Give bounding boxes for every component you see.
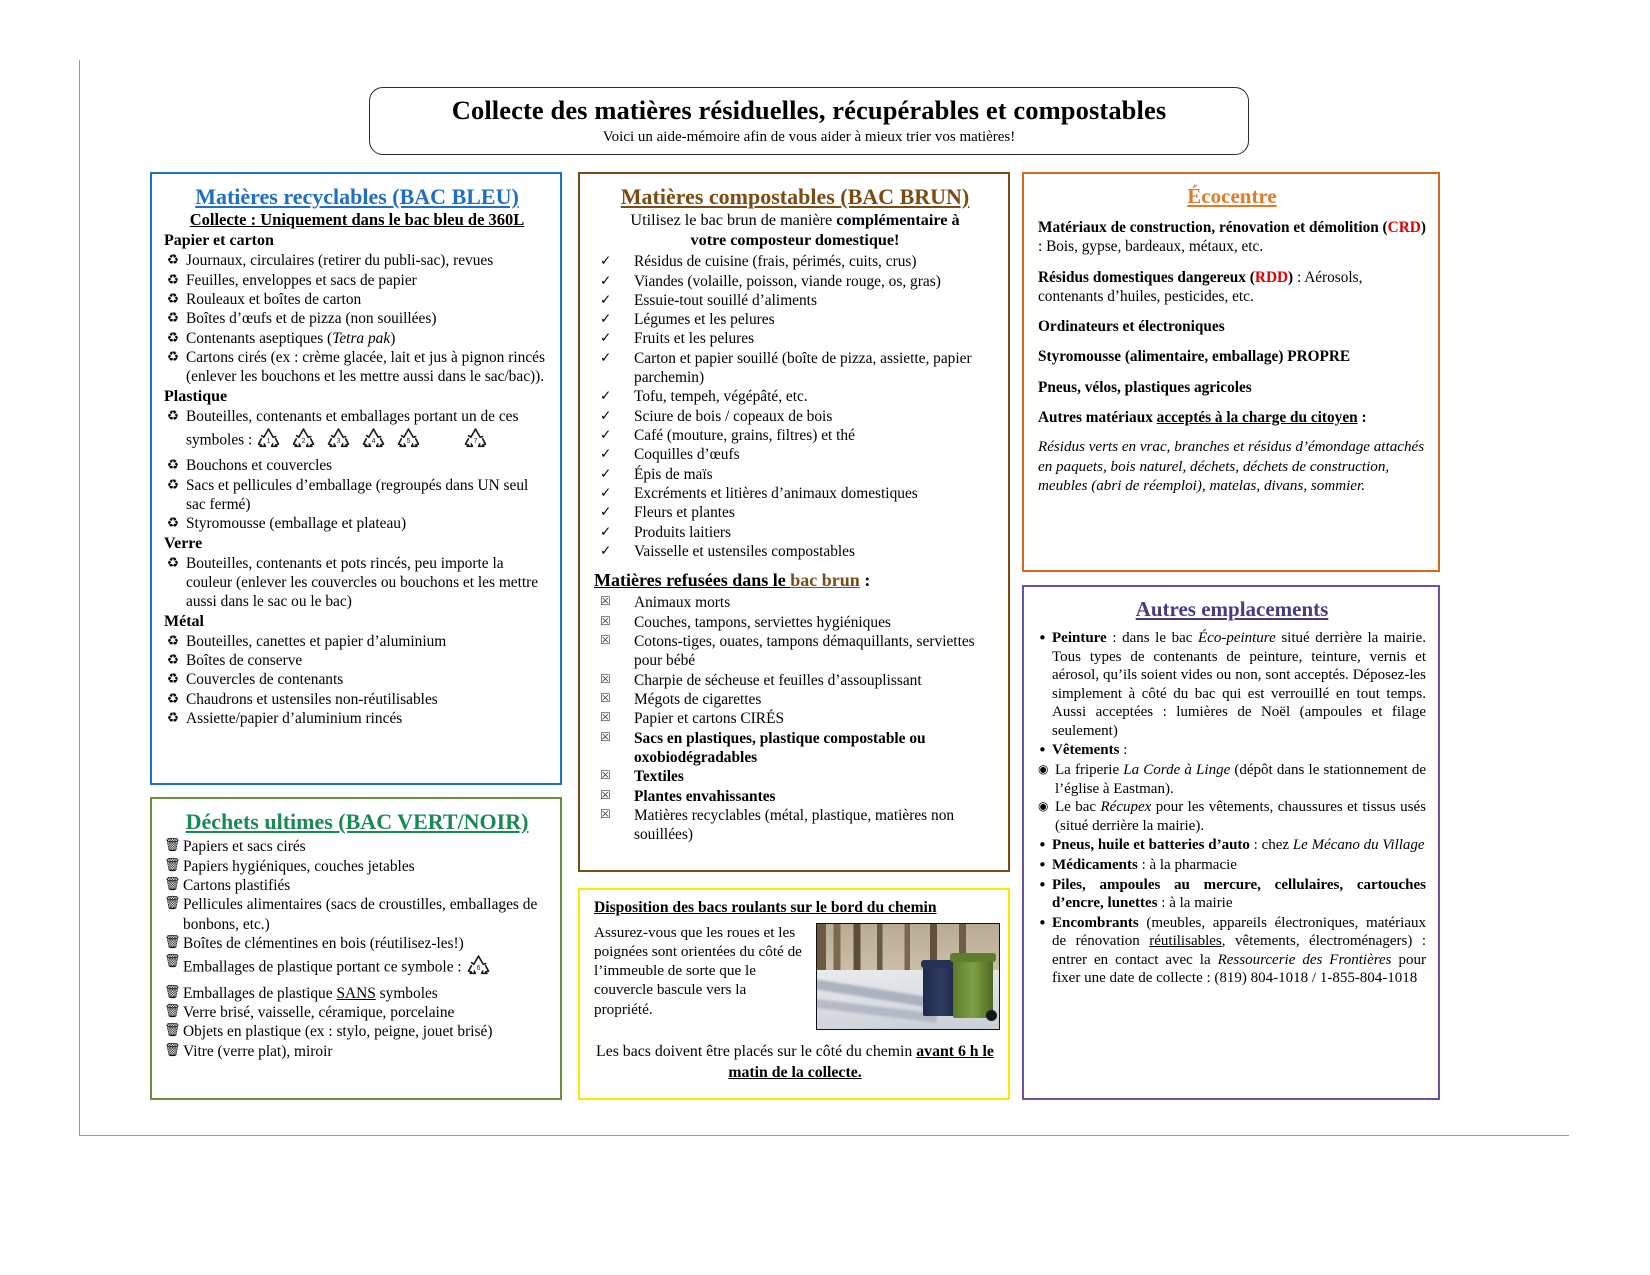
list-item xyxy=(164,837,550,856)
compostables-title: Matières compostables (BAC BRUN) xyxy=(620,184,970,209)
list-item-label: Sciure de bois / copeaux de bois xyxy=(634,407,833,425)
no-entry-icon: ☒ xyxy=(600,710,611,725)
trash-bin-icon: 🗑 xyxy=(164,876,181,892)
list-item-label: Excréments et litières d’animaux domestiques xyxy=(634,485,918,503)
ecocentre-last-bold xyxy=(1038,408,1426,427)
list-item xyxy=(164,690,550,709)
recycle-icon: ♻ xyxy=(167,690,180,707)
section-compostables xyxy=(578,172,1010,872)
list-item-label: Pellicules alimentaires (sacs de croustilles, emballages de bonbons, etc.) xyxy=(183,896,538,933)
list-item xyxy=(164,251,550,270)
ecocentre-last-colon: : xyxy=(1357,409,1367,426)
svg-text:1: 1 xyxy=(266,437,271,445)
check-icon: ✓ xyxy=(600,311,612,328)
trash-bin-icon: 🗑 xyxy=(164,857,181,873)
check-icon: ✓ xyxy=(600,253,612,270)
recycle-icon: ♻ xyxy=(167,348,180,365)
list-item xyxy=(594,593,996,612)
list-item-label: Tofu, tempeh, végépâté, etc. xyxy=(634,388,808,406)
list-item-label: Matières recyclables (métal, plastique, matières non souillées) xyxy=(634,807,955,844)
check-icon: ✓ xyxy=(600,543,612,560)
list-item-label: Coquilles d’œufs xyxy=(634,446,740,464)
section-recyclables xyxy=(150,172,562,785)
list-item xyxy=(594,729,996,768)
check-icon: ✓ xyxy=(600,388,612,405)
check-icon: ✓ xyxy=(600,272,612,289)
list-item xyxy=(594,671,996,690)
list-item-label: Cartons cirés (ex : crème glacée, lait et jus à pignon rincés (enlever les bouchons et les mettre aussi dans le sac/bac)). xyxy=(186,348,545,386)
svg-text:2: 2 xyxy=(301,437,306,445)
section-dechets-ultimes xyxy=(150,797,562,1100)
refused-heading xyxy=(594,570,996,591)
list-item xyxy=(1038,876,1426,913)
list-item-label: Plantes envahissantes xyxy=(634,787,776,805)
page-frame-bottom xyxy=(79,1135,1569,1136)
list-item xyxy=(594,387,996,406)
list-item-label: Emballages de plastique portant ce symbole : 6 xyxy=(183,953,550,983)
check-icon: ✓ xyxy=(600,427,612,444)
no-entry-icon: ☒ xyxy=(600,633,611,648)
bins-roadside-photo xyxy=(816,923,1000,1030)
list-item-label: Rouleaux et boîtes de carton xyxy=(186,290,362,308)
list-item xyxy=(164,895,550,934)
disposition-body xyxy=(594,923,996,1030)
photo-green-bin xyxy=(953,960,993,1018)
list-item xyxy=(594,252,996,271)
photo-bin-wheel xyxy=(986,1010,997,1021)
list-item-label: Vêtements : xyxy=(1052,742,1128,759)
trash-bin-icon: 🗑 xyxy=(164,896,181,912)
list-item-label: Piles, ampoules au mercure, cellulaires, cartouches d’encre, lunettes : à la mairie xyxy=(1052,876,1426,912)
list-item-label: Charpie de sécheuse et feuilles d’assouplissant xyxy=(634,671,922,689)
recycle-icon: ♻ xyxy=(167,457,180,474)
list-item xyxy=(594,523,996,542)
no-entry-icon: ☒ xyxy=(600,613,611,628)
no-entry-icon: ☒ xyxy=(600,787,611,802)
list-item xyxy=(164,876,550,895)
list-item-label: Essuie-tout souillé d’aliments xyxy=(634,291,817,309)
list-item xyxy=(164,1022,550,1041)
recycle-icon: ♻ xyxy=(167,407,180,424)
list-item xyxy=(594,426,996,445)
list-item-label: Café (mouture, grains, filtres) et thé xyxy=(634,427,855,445)
list-item-label: Cotons-tiges, ouates, tampons démaquillants, serviettes pour bébé xyxy=(634,633,975,670)
list-item-label: Boîtes de clémentines en bois (réutilisez-les!) xyxy=(183,934,464,952)
refused-list xyxy=(594,593,996,844)
recyclables-sections xyxy=(164,231,550,728)
list-item xyxy=(164,348,550,387)
check-icon: ✓ xyxy=(600,330,612,347)
page-title: Collecte des matières résiduelles, récupérables et compostables xyxy=(451,94,1167,125)
svg-text:4: 4 xyxy=(371,437,376,445)
sub-list xyxy=(1038,761,1426,835)
list-item xyxy=(594,484,996,503)
list-item xyxy=(164,407,550,457)
list-item xyxy=(594,690,996,709)
list-item-label: Mégots de cigarettes xyxy=(634,691,762,709)
dot-bullet-icon: • xyxy=(1038,913,1047,932)
list-item-label: Journaux, circulaires (retirer du publi-sac), revues xyxy=(186,252,494,270)
list-item xyxy=(164,476,550,515)
list-item xyxy=(164,984,550,1003)
recyclables-subheading: Plastique xyxy=(164,387,228,405)
recycling-symbol-1 xyxy=(256,426,281,456)
page-frame-left xyxy=(79,60,80,1135)
list-item xyxy=(594,291,996,310)
no-entry-icon: ☒ xyxy=(600,807,611,822)
list-item xyxy=(1038,836,1426,855)
ecocentre-paragraph: Ordinateurs et électroniques xyxy=(1038,318,1225,336)
sub-list-item-label: Le bac Récupex pour les vêtements, chaussures et tissus usés (situé derrière la mairie). xyxy=(1055,799,1426,834)
list-item xyxy=(164,1003,550,1022)
list-item xyxy=(594,787,996,806)
list-item-label: Bouteilles, contenants et pots rincés, peu importe la couleur (enlever les couvercles ou bouchons et les mettre aussi dans le sac ou le bac) xyxy=(186,554,539,611)
list-item xyxy=(594,407,996,426)
ecocentre-last-underline: acceptés à la charge du citoyen xyxy=(1156,409,1358,426)
list-item-label: Papiers et sacs cirés xyxy=(183,838,306,856)
list-item-label: Fleurs et plantes xyxy=(634,504,735,522)
list-item-label: Bouchons et couvercles xyxy=(186,457,333,475)
section-autres-emplacements xyxy=(1022,585,1440,1100)
svg-text:5: 5 xyxy=(406,437,411,445)
check-icon: ✓ xyxy=(600,291,612,308)
list-item-label: Bouteilles, canettes et papier d’aluminium xyxy=(186,632,447,650)
recycle-icon: ♻ xyxy=(167,515,180,532)
recycle-icon: ♻ xyxy=(167,329,180,346)
list-item xyxy=(164,934,550,953)
list-item xyxy=(1038,741,1426,760)
list-item xyxy=(164,709,550,728)
list-item-label: Verre brisé, vaisselle, céramique, porcelaine xyxy=(183,1003,455,1021)
list-item xyxy=(594,310,996,329)
list-item-label: Boîtes de conserve xyxy=(186,651,303,669)
recyclables-title: Matières recyclables (BAC BLEU) xyxy=(195,184,519,209)
recycle-icon: ♻ xyxy=(167,671,180,688)
compostables-list xyxy=(594,252,996,561)
trash-bin-icon: 🗑 xyxy=(164,954,181,970)
list-item xyxy=(164,514,550,533)
trash-bin-icon: 🗑 xyxy=(164,984,181,1000)
list-item xyxy=(164,670,550,689)
list-item-label: Carton et papier souillé (boîte de pizza, assiette, papier parchemin) xyxy=(634,349,972,387)
recycle-icon: ♻ xyxy=(167,632,180,649)
disposition-title: Disposition des bacs roulants sur le bord du chemin xyxy=(594,899,937,916)
compostables-intro xyxy=(594,211,996,250)
sub-list-wrapper xyxy=(1038,761,1426,835)
list-item xyxy=(594,445,996,464)
dot-bullet-icon: • xyxy=(1038,741,1047,760)
list-item-label: Vaisselle et ustensiles compostables xyxy=(634,543,855,561)
refused-heading-part1: Matières refusées dans le xyxy=(594,570,791,591)
list-item-label: Couvercles de contenants xyxy=(186,671,344,689)
recycle-icon: ♻ xyxy=(167,290,180,307)
recycle-icon: ♻ xyxy=(167,554,180,571)
recyclables-items xyxy=(164,554,550,612)
svg-text:3: 3 xyxy=(336,437,341,445)
check-icon: ✓ xyxy=(600,504,612,521)
ecocentre-paragraph: Pneus, vélos, plastiques agricoles xyxy=(1038,378,1252,396)
check-icon: ✓ xyxy=(600,523,612,540)
ecocentre-paragraph: Résidus domestiques dangereux (RDD) : Aérosols, contenants d’huiles, pesticides, etc. xyxy=(1038,268,1363,305)
plastic-code-symbols xyxy=(256,426,488,456)
recyclables-subheading: Papier et carton xyxy=(164,232,274,250)
ring-bullet-icon: ◉ xyxy=(1038,761,1049,776)
svg-text:6: 6 xyxy=(476,965,480,973)
ultimes-title: Déchets ultimes (BAC VERT/NOIR) xyxy=(185,809,529,834)
autres-list xyxy=(1038,629,1426,988)
autres-title: Autres emplacements xyxy=(1135,597,1329,621)
disposition-text: Assurez-vous que les roues et les poignées sont orientées du côté de l’immeuble de sorte que le couvercle bascule vers la propriété. xyxy=(594,924,802,1018)
ring-bullet-icon: ◉ xyxy=(1038,799,1049,814)
dot-bullet-icon: • xyxy=(1038,855,1047,874)
list-item-label: Viandes (volaille, poisson, viande rouge, os, gras) xyxy=(634,272,941,290)
sub-list-item-label: La friperie La Corde à Linge (dépôt dans le stationnement de l’église à Eastman). xyxy=(1055,761,1426,797)
recyclables-items xyxy=(164,632,550,729)
list-item-label: Peinture : dans le bac Éco-peinture situé derrière la mairie. Tous types de contenants de peinture, teinture, vernis et aérosol, qu’ils soient vides ou non, sont acceptés. Déposez-les simplement à côté du bac qui est verrouillé en tout temps. Aussi acceptées : lumières de Noël (ampoules et filage seulement) xyxy=(1052,630,1426,739)
accent-acronym: RDD xyxy=(1254,268,1289,286)
check-icon: ✓ xyxy=(600,349,612,366)
dot-bullet-icon: • xyxy=(1038,836,1047,855)
trash-bin-icon: 🗑 xyxy=(164,1023,181,1039)
list-item-label: Emballages de plastique SANS symboles xyxy=(183,984,438,1002)
list-item-label: Produits laitiers xyxy=(634,523,732,541)
list-item-label: Textiles xyxy=(634,768,684,786)
check-icon: ✓ xyxy=(600,446,612,463)
list-item xyxy=(594,767,996,786)
accent-acronym: CRD xyxy=(1387,219,1421,237)
list-item xyxy=(594,503,996,522)
recycling-symbol-4 xyxy=(361,426,386,456)
check-icon: ✓ xyxy=(600,465,612,482)
title-banner xyxy=(369,87,1249,155)
list-item xyxy=(164,1042,550,1061)
list-item-label: Épis de maïs xyxy=(634,465,713,483)
list-item xyxy=(594,465,996,484)
section-ecocentre xyxy=(1022,172,1440,572)
sub-list-item xyxy=(1038,798,1426,835)
list-item-label: Boîtes d’œufs et de pizza (non souillées) xyxy=(186,310,437,328)
recyclables-items xyxy=(164,251,550,386)
ecocentre-paragraphs xyxy=(1038,218,1426,397)
list-item-label: Styromousse (emballage et plateau) xyxy=(186,515,407,533)
list-item-label: Papier et cartons CIRÉS xyxy=(634,710,785,728)
list-item-label: Cartons plastifiés xyxy=(183,876,291,894)
sub-list-item xyxy=(1038,761,1426,798)
list-item-label: Contenants aseptiques (Tetra pak) xyxy=(186,329,396,347)
refused-heading-part3: : xyxy=(859,570,871,591)
list-item xyxy=(594,632,996,671)
ecocentre-paragraph: Styromousse (alimentaire, emballage) PROPRE xyxy=(1038,348,1351,366)
disposition-footer-underlined: avant 6 h le matin de la collecte. xyxy=(728,1043,994,1081)
no-entry-icon: ☒ xyxy=(600,671,611,686)
photo-blue-bin xyxy=(923,966,957,1016)
list-item-label: Chaudrons et ustensiles non-réutilisables xyxy=(186,690,438,708)
list-item xyxy=(594,709,996,728)
list-item xyxy=(594,272,996,291)
list-item xyxy=(594,349,996,388)
list-item xyxy=(594,329,996,348)
ecocentre-italic-note: Résidus verts en vrac, branches et résidus d’émondage attachés en paquets, bois naturel, déchets, déchets de construction, meubles (abri de réemploi), matelas, divans, sommier. xyxy=(1038,439,1425,495)
list-item xyxy=(594,613,996,632)
list-item-label: Papiers hygiéniques, couches jetables xyxy=(183,857,415,875)
no-entry-icon: ☒ xyxy=(600,594,611,609)
list-item-label: Sacs en plastiques, plastique compostable ou oxobiodégradables xyxy=(634,729,926,767)
no-entry-icon: ☒ xyxy=(600,729,611,744)
list-item xyxy=(164,632,550,651)
list-item-label: Légumes et les pelures xyxy=(634,311,775,329)
recycle-icon: ♻ xyxy=(167,476,180,493)
svg-text:7: 7 xyxy=(473,437,478,445)
recycle-icon: ♻ xyxy=(167,271,180,288)
no-entry-icon: ☒ xyxy=(600,768,611,783)
disposition-footer-prefix: Les bacs doivent être placés sur le côté du chemin xyxy=(596,1043,917,1060)
recycling-symbol-7 xyxy=(463,426,488,456)
refused-heading-part2: bac brun xyxy=(790,570,860,591)
recyclables-subheading: Verre xyxy=(164,534,203,552)
list-item xyxy=(164,857,550,876)
list-item-label: Assiette/papier d’aluminium rincés xyxy=(186,709,403,727)
disposition-footer xyxy=(594,1042,996,1083)
recycling-symbol-2 xyxy=(291,426,316,456)
trash-bin-icon: 🗑 xyxy=(164,934,181,950)
list-item xyxy=(164,554,550,612)
recyclables-subheading: Métal xyxy=(164,612,204,630)
list-item xyxy=(164,329,550,348)
check-icon: ✓ xyxy=(600,407,612,424)
list-item-label: Couches, tampons, serviettes hygiéniques xyxy=(634,613,891,631)
list-item-label: Animaux morts xyxy=(634,594,731,612)
list-item xyxy=(164,309,550,328)
list-item-label: Fruits et les pelures xyxy=(634,330,755,348)
recycling-symbol-6 xyxy=(466,953,491,983)
recycle-icon: ♻ xyxy=(167,651,180,668)
list-item xyxy=(594,542,996,561)
compostables-intro-prefix: Utilisez le bac brun de manière xyxy=(630,211,837,230)
recycling-symbol-3 xyxy=(326,426,351,456)
encombrants-label: Encombrants (meubles, appareils électroniques, matériaux de rénovation réutilisables, vêtements, électroménagers) : entrer en contact avec la Ressourcerie des Frontières pour fixer une date de collecte : (819) 804-1018 / 1-855-804-1018 xyxy=(1052,914,1426,987)
list-item-label: Feuilles, enveloppes et sacs de papier xyxy=(186,271,417,289)
list-item xyxy=(164,290,550,309)
ecocentre-last-plain: Autres matériaux xyxy=(1038,409,1157,426)
list-item-label: Médicaments : à la pharmacie xyxy=(1052,856,1237,873)
recycling-symbol-5 xyxy=(396,426,421,456)
list-item xyxy=(164,271,550,290)
list-item-label: Sacs et pellicules d’emballage (regroupés dans UN seul sac fermé) xyxy=(186,476,529,513)
list-item-label: Pneus, huile et batteries d’auto : chez Le Mécano du Village xyxy=(1052,837,1425,854)
recyclables-items xyxy=(164,407,550,534)
list-item xyxy=(164,651,550,670)
ecocentre-paragraph: Matériaux de construction, rénovation et démolition (CRD) : Bois, gypse, bardeaux, métaux, etc. xyxy=(1038,219,1426,256)
ultimes-list xyxy=(164,837,550,1061)
list-item xyxy=(1038,629,1426,740)
list-item xyxy=(164,953,550,983)
compostables-intro-bold2: votre composteur domestique! xyxy=(690,230,900,249)
dot-bullet-icon: • xyxy=(1038,629,1047,648)
trash-bin-icon: 🗑 xyxy=(164,1042,181,1058)
list-item-label: Bouteilles, contenants et emballages portant un de ces symboles : 1 2 3 4 5 7 xyxy=(186,407,550,457)
recycle-icon: ♻ xyxy=(167,709,180,726)
list-item-label: Vitre (verre plat), miroir xyxy=(183,1042,333,1060)
trash-bin-icon: 🗑 xyxy=(164,1003,181,1019)
list-item xyxy=(1038,856,1426,875)
list-item-encombrants xyxy=(1038,914,1426,988)
dot-bullet-icon: • xyxy=(1038,875,1047,894)
check-icon: ✓ xyxy=(600,485,612,502)
recyclables-collecte-note: Collecte : Uniquement dans le bac bleu de 360L xyxy=(189,210,525,230)
no-entry-icon: ☒ xyxy=(600,691,611,706)
page-subtitle: Voici un aide-mémoire afin de vous aider à mieux trier vos matières! xyxy=(602,129,1016,146)
list-item xyxy=(164,456,550,475)
compostables-intro-bold1: complémentaire à xyxy=(836,211,960,230)
section-disposition xyxy=(578,888,1010,1100)
recycle-icon: ♻ xyxy=(167,310,180,327)
ecocentre-title: Écocentre xyxy=(1187,184,1277,208)
trash-bin-icon: 🗑 xyxy=(164,838,181,854)
recycle-icon: ♻ xyxy=(167,252,180,269)
list-item-label: Résidus de cuisine (frais, périmés, cuits, crus) xyxy=(634,253,917,271)
list-item xyxy=(594,806,996,845)
list-item-label: Objets en plastique (ex : stylo, peigne, jouet brisé) xyxy=(183,1023,493,1041)
